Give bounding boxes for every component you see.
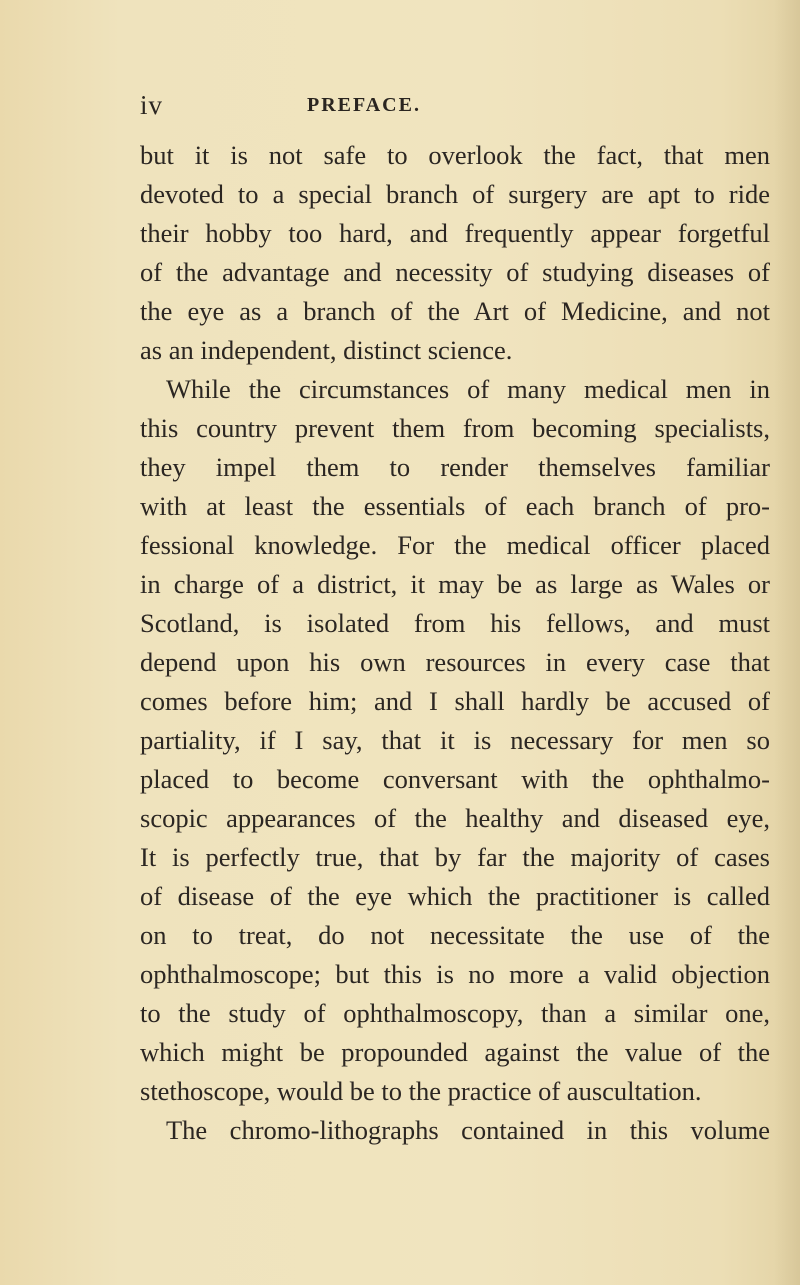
- text-line: partiality, if I say, that it is necessary for men so: [140, 725, 770, 755]
- text-line: ophthalmoscope; but this is no more a valid objection: [140, 959, 770, 989]
- text-line: their hobby too hard, and frequently appear forgetful: [140, 218, 770, 248]
- text-line: fessional knowledge. For the medical officer placed: [140, 530, 770, 560]
- running-title: PREFACE.: [307, 94, 421, 116]
- text-line: The chromo-lithographs contained in this volume: [166, 1115, 770, 1145]
- text-line: comes before him; and I shall hardly be accused of: [140, 686, 770, 716]
- text-line: to the study of ophthalmoscopy, than a similar one,: [140, 998, 770, 1028]
- text-line: depend upon his own resources in every case that: [140, 647, 770, 677]
- text-line: but it is not safe to overlook the fact, that men: [140, 140, 770, 170]
- text-line: devoted to a special branch of surgery are apt to ride: [140, 179, 770, 209]
- text-line: the eye as a branch of the Art of Medicine, and not: [140, 296, 770, 326]
- text-line: of the advantage and necessity of studying diseases of: [140, 257, 770, 287]
- text-line: with at least the essentials of each branch of pro-: [140, 491, 770, 521]
- text-line: they impel them to render themselves familiar: [140, 452, 770, 482]
- text-line: It is perfectly true, that by far the majority of cases: [140, 842, 770, 872]
- text-line: Scotland, is isolated from his fellows, and must: [140, 608, 770, 638]
- text-line: in charge of a district, it may be as large as Wales or: [140, 569, 770, 599]
- text-line: While the circumstances of many medical men in: [166, 374, 770, 404]
- text-line: on to treat, do not necessitate the use of the: [140, 920, 770, 950]
- text-line: which might be propounded against the value of the: [140, 1037, 770, 1067]
- body-text: [140, 136, 770, 1150]
- text-line: stethoscope, would be to the practice of auscultation.: [140, 1076, 702, 1106]
- text-line: placed to become conversant with the ophthalmo-: [140, 764, 770, 794]
- text-line: as an independent, distinct science.: [140, 335, 513, 365]
- text-line: this country prevent them from becoming specialists,: [140, 413, 770, 443]
- page-header: [140, 90, 760, 120]
- text-line: of disease of the eye which the practitioner is called: [140, 881, 770, 911]
- text-line: scopic appearances of the healthy and diseased eye,: [140, 803, 770, 833]
- page-number: iv: [140, 90, 164, 120]
